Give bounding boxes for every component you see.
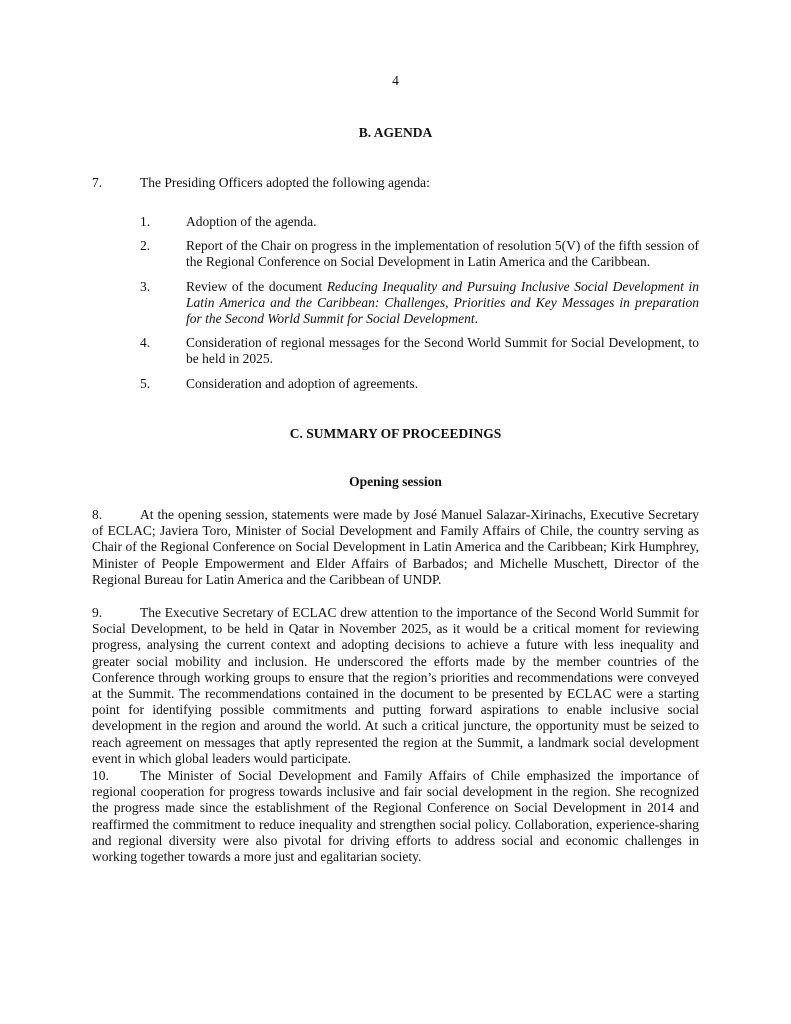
agenda-item-text-main: Consideration and adoption of agreements. bbox=[186, 375, 419, 391]
section-heading-agenda: B. AGENDA bbox=[358, 125, 433, 140]
agenda-item-3 bbox=[140, 279, 699, 328]
agenda-item-text-main: Review of the document bbox=[186, 278, 327, 294]
agenda-item-text bbox=[186, 335, 699, 367]
agenda-item-text-main: Consideration of regional messages for the Second World Summit for Social Development, to be held in 2025. bbox=[186, 335, 699, 367]
paragraph-text: At the opening session, statements were made by José Manuel Salazar-Xirinachs, Executive Secretary of ECLAC; Javiera Toro, Minister of Social Development and Family Affairs of Chile, the country serving as Chair of the Regional Conference on Social Development in Latin America and the Caribbean; Kirk Humphrey, Minister of People Empowerment and Elder Affairs of Barbados; and Michelle Muschett, Director of the Regional Bureau for Latin America and the Caribbean of UNDP. bbox=[92, 507, 699, 587]
page-number: 4 bbox=[392, 73, 399, 88]
agenda-item-4 bbox=[140, 335, 699, 367]
paragraph-number: 8. bbox=[92, 507, 103, 522]
agenda-item-text bbox=[186, 214, 699, 230]
agenda-list bbox=[140, 214, 699, 400]
agenda-item-number: 3. bbox=[140, 278, 151, 294]
paragraph-text: The Minister of Social Development and Family Affairs of Chile emphasized the importance of regional cooperation for progress towards inclusive and fair social development in the region. She recognized the progress made since the establishment of the Regional Conference on Social Development in 2014 and reaffirmed the commitment to reduce inequality and strengthen social policy. Collaboration, experience-sharing and regional diversity were also pivotal for driving efforts to address social and economic challenges in working together towards a more just and egalitarian society. bbox=[92, 768, 699, 865]
paragraph-number: 7. bbox=[92, 175, 103, 190]
agenda-item-number: 5. bbox=[140, 375, 151, 391]
agenda-item-number: 1. bbox=[140, 214, 151, 229]
agenda-item-text bbox=[186, 238, 699, 270]
paragraph-8 bbox=[92, 507, 699, 588]
subheading-opening-session: Opening session bbox=[349, 474, 442, 489]
paragraph-text: The Presiding Officers adopted the following agenda: bbox=[140, 175, 430, 190]
agenda-item-number: 2. bbox=[140, 238, 151, 254]
agenda-item-text bbox=[186, 279, 699, 328]
agenda-item-1 bbox=[140, 214, 699, 230]
paragraph-text: The Executive Secretary of ECLAC drew attention to the importance of the Second World Summit for Social Development, to be held in Qatar in November 2025, as it would be a critical moment for reviewing progress, analysing the current context and adopting decisions to achieve a future with less inequality and greater social mobility and inclusion. He underscored the efforts made by the member countries of the Conference through working groups to ensure that the region’s priorities and recommendations were conveyed at the Summit. The recommendations contained in the document to be presented by ECLAC were a starting point for identifying possible commitments and putting forward aspirations to enable inclusive social development in the region and around the world. At such a critical juncture, the opportunity must be seized to reach agreement on messages that aptly represented the region at the Summit, a landmark social development event in which global leaders would participate. bbox=[92, 605, 699, 766]
agenda-item-text-main: Report of the Chair on progress in the implementation of resolution 5(V) of the fifth session of the Regional Conference on Social Development in Latin America and the Caribbean. bbox=[186, 238, 699, 270]
agenda-item-text-end: . bbox=[474, 311, 478, 327]
agenda-item-text bbox=[186, 376, 699, 392]
agenda-item-5 bbox=[140, 376, 699, 392]
paragraph-7 bbox=[92, 175, 699, 191]
paragraph-number: 9. bbox=[92, 605, 103, 620]
section-heading-summary: C. SUMMARY OF PROCEEDINGS bbox=[289, 426, 502, 441]
document-title-italic: Reducing Inequality and Pursuing Inclusive Social Development in Latin America and the Caribbean: Challenges, Priorities and Key Messages in preparation for the Second World Summit for Social Development bbox=[186, 278, 700, 327]
agenda-item-2 bbox=[140, 238, 699, 270]
agenda-item-number: 4. bbox=[140, 335, 151, 351]
paragraph-10 bbox=[92, 768, 699, 865]
paragraph-9 bbox=[92, 605, 699, 767]
paragraph-number: 10. bbox=[92, 768, 109, 783]
agenda-item-text-main: Adoption of the agenda. bbox=[186, 214, 317, 229]
